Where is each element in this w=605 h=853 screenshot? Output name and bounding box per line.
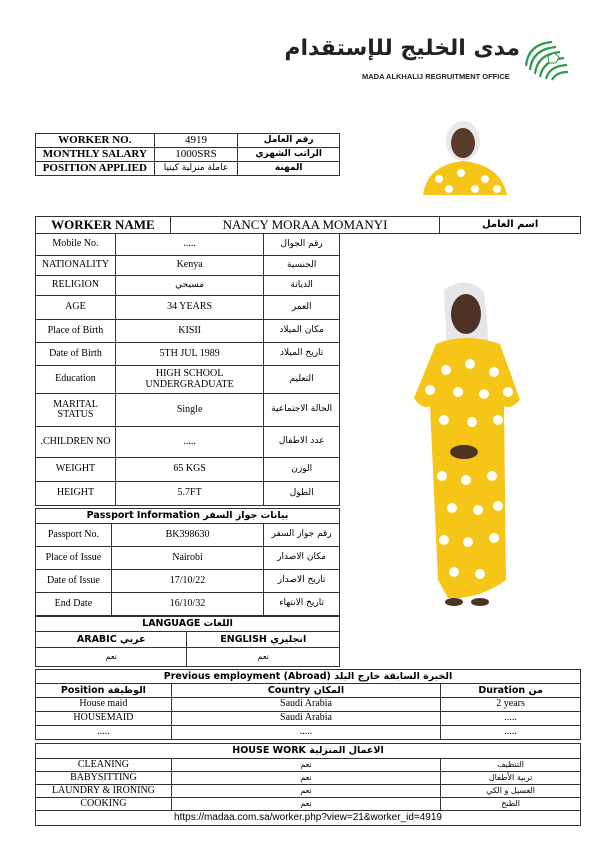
detail-label-ar: مكان الميلاد (264, 320, 340, 343)
detail-label: WEIGHT (36, 458, 116, 482)
detail-label-ar: الديانة (264, 276, 340, 296)
housework-title: HOUSE WORK الاعمال المنزلية (36, 744, 581, 759)
housework-value: نعم (171, 785, 440, 798)
employment-country: ..... (171, 726, 440, 740)
employment-header-country: Country المكان (171, 684, 440, 698)
detail-value: 5TH JUL 1989 (115, 343, 263, 366)
employment-duration: ..... (441, 726, 581, 740)
detail-label: MARITAL STATUS (36, 394, 116, 427)
employment-country: Saudi Arabia (171, 712, 440, 726)
passport-label-ar: مكان الاصدار (264, 547, 340, 570)
position-label: POSITION APPLIED (36, 162, 155, 176)
detail-label: Mobile No. (36, 234, 116, 256)
employment-title: Previous employment (Abroad) الخبرة السابقة خارج البلد (36, 670, 581, 684)
worker-name-label: WORKER NAME (36, 217, 171, 234)
detail-value: ..... (115, 427, 263, 458)
employment-duration: 2 years (441, 698, 581, 712)
housework-value: نعم (171, 759, 440, 772)
employment-table (35, 669, 581, 740)
detail-value: HIGH SCHOOL UNDERGRADUATE (115, 366, 263, 394)
passport-label: Place of Issue (36, 547, 112, 570)
salary-label-ar: الراتب الشهري (238, 148, 340, 162)
passport-value: 17/10/22 (111, 570, 263, 593)
detail-label-ar: الوزن (264, 458, 340, 482)
passport-value: Nairobi (111, 547, 263, 570)
detail-label: HEIGHT (36, 482, 116, 506)
detail-label: RELIGION (36, 276, 116, 296)
detail-value: 65 KGS (115, 458, 263, 482)
worker-name-label-ar: اسم العامل (440, 217, 581, 234)
english-label: ENGLISH انجليزي (187, 632, 340, 648)
detail-label: Date of Birth (36, 343, 116, 366)
detail-label-ar: الحالة الاجتماعية (264, 394, 340, 427)
housework-table (35, 743, 581, 826)
detail-value: Kenya (115, 256, 263, 276)
passport-label-ar: تاريخ الاصدار (264, 570, 340, 593)
detail-value: ..... (115, 234, 263, 256)
worker-photo-small (415, 113, 515, 195)
language-table (35, 616, 340, 667)
position-value: عاملة منزلية كينيا (154, 162, 238, 176)
arabic-value: نعم (36, 648, 187, 667)
passport-value: BK398630 (111, 524, 263, 547)
housework-task-ar: الغسيل و الكي (441, 785, 581, 798)
employment-position: House maid (36, 698, 172, 712)
detail-value: Single (115, 394, 263, 427)
detail-label: .CHILDREN NO (36, 427, 116, 458)
housework-value: نعم (171, 772, 440, 785)
passport-value: 16/10/32 (111, 593, 263, 616)
salary-value: 1000SRS (154, 148, 238, 162)
detail-label-ar: عدد الاطفال (264, 427, 340, 458)
worker-no-label-ar: رقم العامل (238, 134, 340, 148)
logo-globe-icon (518, 36, 572, 82)
detail-label-ar: رقم الجوال (264, 234, 340, 256)
employment-header-duration: Duration من (441, 684, 581, 698)
employment-header-position: Position الوظيفة (36, 684, 172, 698)
worker-name-value: NANCY MORAA MOMANYI (170, 217, 439, 234)
logo-arabic-text: مدى الخليج للإستقدام (284, 36, 520, 61)
employment-position: HOUSEMAID (36, 712, 172, 726)
detail-label-ar: التعليم (264, 366, 340, 394)
detail-label: NATIONALITY (36, 256, 116, 276)
passport-label-ar: تاريخ الانتهاء (264, 593, 340, 616)
detail-label-ar: الجنسية (264, 256, 340, 276)
english-value: نعم (187, 648, 340, 667)
passport-label: End Date (36, 593, 112, 616)
employment-position: ..... (36, 726, 172, 740)
worker-photo-large (408, 280, 526, 615)
detail-value: 5.7FT (115, 482, 263, 506)
details-table (35, 233, 340, 506)
worker-no-label: WORKER NO. (36, 134, 155, 148)
logo-english-text: MADA ALKHALIJ REGRUITMENT OFFICE (362, 72, 510, 81)
housework-task: CLEANING (36, 759, 172, 772)
detail-value: مسيحي (115, 276, 263, 296)
detail-value: 34 YEARS (115, 296, 263, 320)
arabic-label: ARABIC عربي (36, 632, 187, 648)
housework-task-ar: التنظيف (441, 759, 581, 772)
employment-duration: ..... (441, 712, 581, 726)
summary-table (35, 133, 340, 176)
passport-title: Passport Information بيانات جواز السفر (36, 509, 340, 524)
employment-country: Saudi Arabia (171, 698, 440, 712)
detail-label-ar: الطول (264, 482, 340, 506)
detail-value: KISII (115, 320, 263, 343)
detail-label-ar: العمر (264, 296, 340, 320)
worker-name-table (35, 216, 581, 234)
passport-label-ar: رقم جواز السفر (264, 524, 340, 547)
housework-task: COOKING (36, 798, 172, 811)
worker-page-link[interactable]: https://madaa.com.sa/worker.php?view=21&worker_id=4919 (36, 811, 581, 826)
detail-label: Education (36, 366, 116, 394)
detail-label: AGE (36, 296, 116, 320)
housework-task: BABYSITTING (36, 772, 172, 785)
passport-label: Date of Issue (36, 570, 112, 593)
salary-label: MONTHLY SALARY (36, 148, 155, 162)
housework-task-ar: الطبخ (441, 798, 581, 811)
language-title: LANGUAGE اللغات (36, 617, 340, 632)
detail-label: Place of Birth (36, 320, 116, 343)
detail-label-ar: تاريخ الميلاد (264, 343, 340, 366)
position-label-ar: المهنة (238, 162, 340, 176)
housework-task: LAUNDRY & IRONING (36, 785, 172, 798)
housework-value: نعم (171, 798, 440, 811)
passport-label: Passport No. (36, 524, 112, 547)
logo (284, 36, 575, 88)
passport-table (35, 508, 340, 616)
worker-no-value: 4919 (154, 134, 238, 148)
housework-task-ar: تربية الأطفال (441, 772, 581, 785)
